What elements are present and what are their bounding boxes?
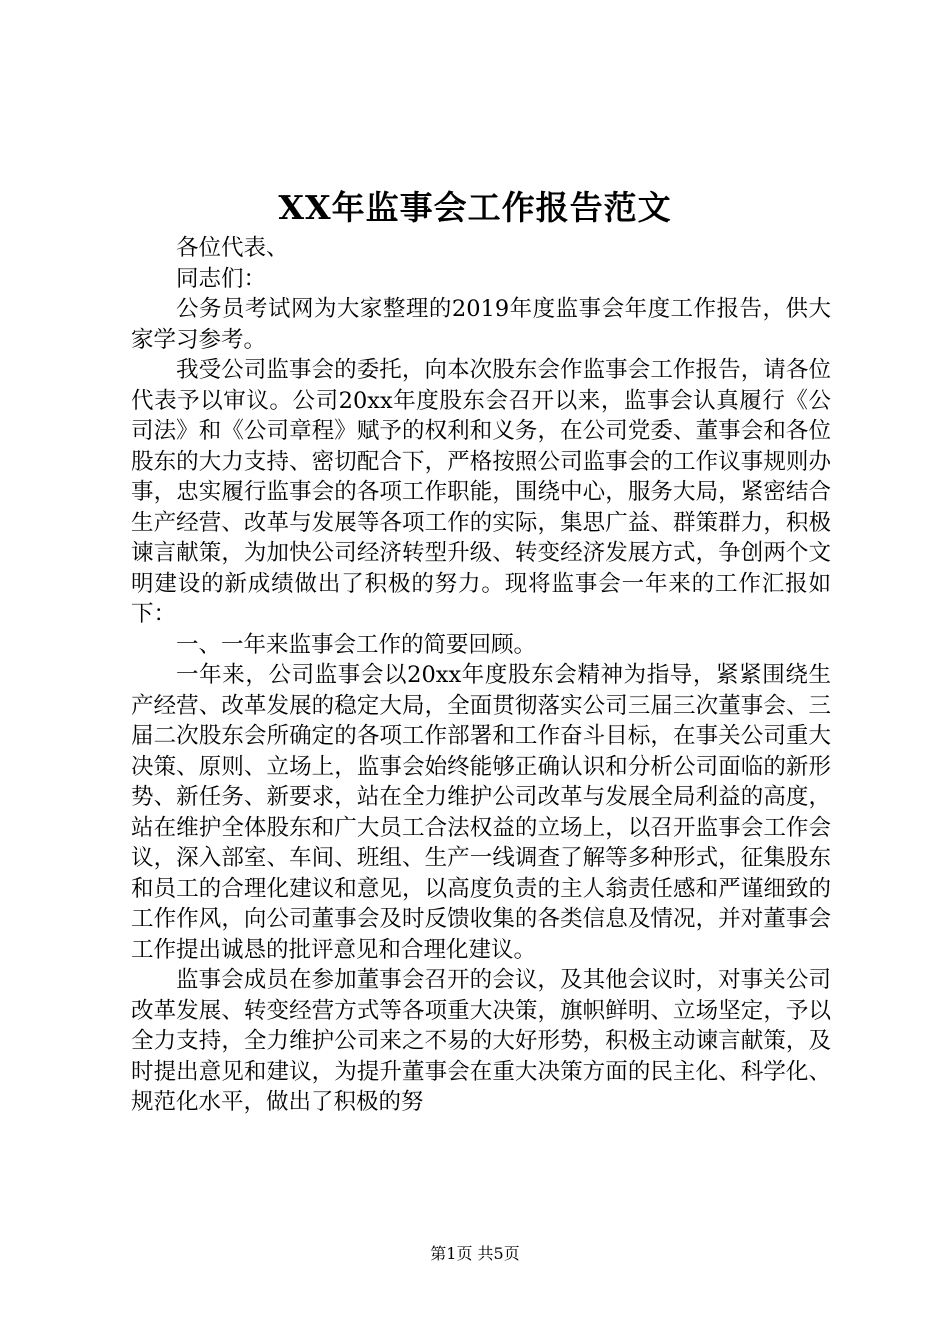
body-paragraph: 我受公司监事会的委托，向本次股东会作监事会工作报告，请各位代表予以审议。公司20xx年度股东会召开以来，监事会认真履行《公司法》和《公司章程》赋予的权利和义务，在公司党委、董事会和各位股东的大力支持、密切配合下，严格按照公司监事会的工作议事规则办事，忠实履行监事会的各项工作职能，围绕中心，服务大局，紧密结合生产经营、改革与发展等各项工作的实际，集思广益、群策群力，积极谏言献策，为加快公司经济转型升级、转变经济发展方式，争创两个文明建设的新成绩做出了积极的努力。现将监事会一年来的工作汇报如下：: [131, 357, 831, 627]
page-footer: 第1页 共5页: [430, 1244, 520, 1263]
intro-paragraph: 公务员考试网为大家整理的2019年度监事会年度工作报告，供大家学习参考。: [131, 296, 831, 353]
document-title: XX年监事会工作报告范文: [278, 188, 672, 227]
body-paragraph: 监事会成员在参加董事会召开的会议，及其他会议时，对事关公司改革发展、转变经营方式等各项重大决策，旗帜鲜明、立场坚定，予以全力支持，全力维护公司来之不易的大好形势，积极主动谏言献策，及时提出意见和建议，为提升董事会在重大决策方面的民主化、科学化、规范化水平，做出了积极的努: [131, 967, 831, 1115]
section-heading: 一、一年来监事会工作的简要回顾。: [176, 631, 537, 658]
body-paragraph: 一年来，公司监事会以20xx年度股东会精神为指导，紧紧围绕生产经营、改革发展的稳定大局，全面贯彻落实公司三届三次董事会、三届二次股东会所确定的各项工作部署和工作奋斗目标，在事关公司重大决策、原则、立场上，监事会始终能够正确认识和分析公司面临的新形势、新任务、新要求，站在全力维护公司改革与发展全局利益的高度，站在维护全体股东和广大员工合法权益的立场上，以召开监事会工作会议，深入部室、车间、班组、生产一线调查了解等多种形式，征集股东和员工的合理化建议和意见，以高度负责的主人翁责任感和严谨细致的工作作风，向公司董事会及时反馈收集的各类信息及情况，并对董事会工作提出诚恳的批评意见和合理化建议。: [131, 662, 831, 963]
salutation-line-2: 同志们：: [176, 265, 267, 292]
salutation-line-1: 各位代表、: [176, 235, 289, 261]
document-body: [131, 233, 831, 1118]
